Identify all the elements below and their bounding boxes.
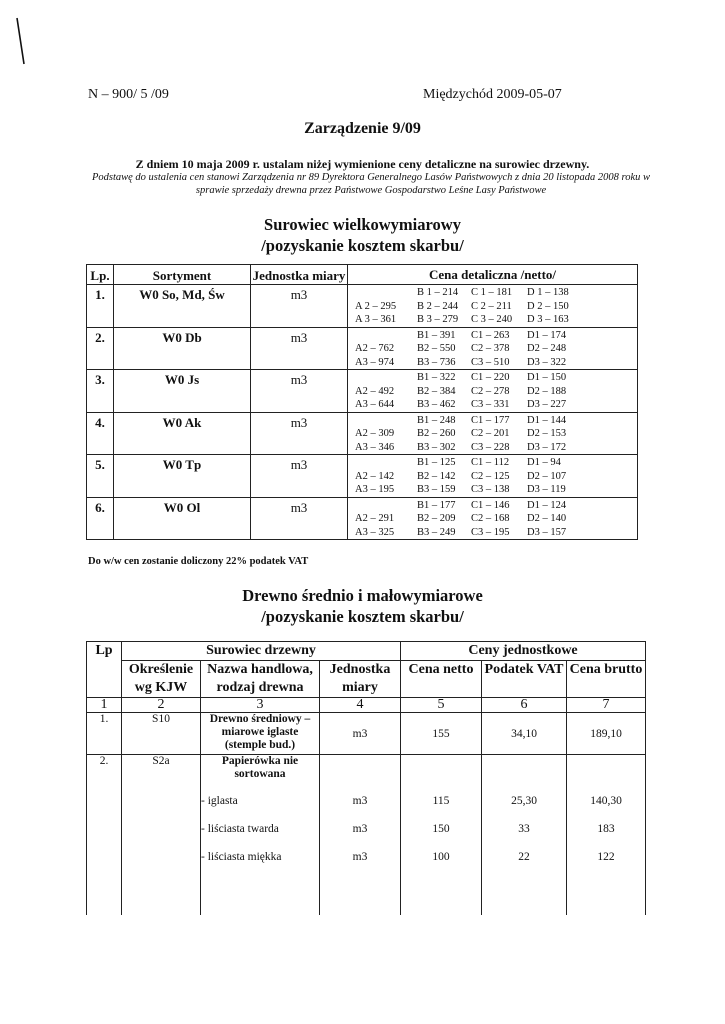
subitem-gross: 122 — [597, 851, 615, 863]
page-title: Zarządzenie 9/09 — [304, 120, 421, 137]
price-value: C2 – 125 — [471, 470, 510, 482]
subitem-unit: m3 — [352, 851, 368, 863]
price-value: A2 – 142 — [355, 470, 395, 482]
subitem-net: 150 — [432, 823, 450, 835]
row-net: 155 — [401, 713, 482, 755]
section-2-subtitle: /pozyskanie kosztem skarbu/ — [261, 607, 464, 626]
col-header-lp: Lp — [87, 642, 122, 698]
price-value: C3 – 228 — [471, 441, 510, 453]
price-grid — [355, 498, 637, 540]
col-header-name: Nazwa handlowa, rodzaj drewna — [201, 661, 320, 698]
price-value — [355, 456, 417, 470]
row-name: Papierówka nie sortowana — [221, 755, 299, 780]
column-number-row — [87, 698, 646, 713]
row-sortyment: W0 Ol — [114, 497, 251, 540]
legal-basis-text: Podstawę do ustalenia cen stanowi Zarządzenia nr 89 Dyrektora Generalnego Lasów Państwowych z dnia 20 listopada 2008 roku w sprawie sprzedaży drewna przez Państwowe Gospodarstwo Leśne Lasy Państwowe — [91, 172, 651, 196]
price-grid — [355, 455, 637, 497]
row-sortyment: W0 Tp — [114, 455, 251, 498]
price-value — [355, 329, 417, 343]
subitem-label: - iglasta — [201, 795, 238, 807]
row-unit: m3 — [251, 327, 348, 370]
col-header-vat: Podatek VAT — [482, 661, 567, 698]
price-value: A 3 – 361 — [355, 314, 397, 325]
row-sortyment: W0 Ak — [114, 412, 251, 455]
row-unit: m3 — [320, 713, 401, 755]
row-unit: m3 — [251, 285, 348, 328]
row-name-cell — [201, 713, 320, 755]
row-code: S10 — [122, 713, 201, 755]
table-row — [87, 455, 638, 498]
price-value: A2 – 309 — [355, 428, 395, 439]
price-value: B 2 – 244 — [417, 300, 459, 312]
price-value: C2 – 378 — [471, 343, 510, 354]
price-value: D3 – 227 — [527, 399, 567, 410]
row-lp: 2. — [87, 755, 122, 915]
price-grid — [355, 370, 637, 412]
subitem-gross: 183 — [597, 823, 615, 835]
price-value: A3 – 325 — [355, 526, 395, 538]
subitem-label: - liściasta miękka — [201, 851, 282, 863]
price-value: B2 – 550 — [417, 343, 456, 354]
price-value: C1 – 263 — [471, 329, 510, 341]
subitem-unit: m3 — [352, 795, 368, 807]
price-value: A2 – 291 — [355, 513, 395, 524]
subitem-gross: 140,30 — [590, 795, 622, 807]
row-prices — [348, 455, 638, 498]
price-grid — [355, 413, 637, 455]
col-header-code: Określenie wg KJW — [122, 661, 201, 698]
row-unit: m3 — [251, 497, 348, 540]
price-value — [355, 371, 417, 385]
table-row — [87, 412, 638, 455]
row-lp: 3. — [87, 370, 114, 413]
subitem-vat: 33 — [518, 823, 530, 835]
price-grid — [355, 328, 637, 370]
subitem-unit: m3 — [352, 823, 368, 835]
price-value: D2 – 107 — [527, 470, 567, 482]
price-value — [355, 286, 417, 300]
table-row — [87, 327, 638, 370]
small-timber-price-table — [86, 641, 646, 915]
row-prices — [348, 412, 638, 455]
table-row — [87, 370, 638, 413]
price-value: B2 – 384 — [417, 385, 456, 397]
row-name: Drewno średniowy – miarowe iglaste (stemple bud.) — [209, 713, 311, 751]
row-vat-cell — [482, 755, 567, 915]
section-2-title: Drewno średnio i małowymiarowe — [242, 586, 483, 605]
col-header-price: Cena detaliczna /netto/ — [348, 265, 638, 285]
row-gross: 189,10 — [567, 713, 646, 755]
row-lp: 1. — [87, 285, 114, 328]
price-value: C2 – 278 — [471, 385, 510, 397]
subitem-vat: 25,30 — [511, 795, 537, 807]
price-value: D 3 – 163 — [527, 314, 569, 325]
price-value: D2 – 140 — [527, 513, 567, 524]
row-net-cell — [401, 755, 482, 915]
price-value: C1 – 112 — [471, 457, 510, 468]
section-2-heading — [0, 585, 725, 627]
price-value: D2 – 188 — [527, 385, 567, 397]
row-sortyment: W0 Js — [114, 370, 251, 413]
place-and-date: Międzychód 2009-05-07 — [423, 87, 562, 102]
row-unit: m3 — [251, 370, 348, 413]
price-value: C 3 – 240 — [471, 314, 513, 325]
price-value: A3 – 644 — [355, 399, 395, 410]
price-value: B1 – 322 — [417, 372, 456, 383]
pen-stroke-mark — [14, 16, 28, 66]
price-value: B3 – 249 — [417, 526, 456, 538]
column-number: 3 — [201, 698, 320, 713]
row-code: S2a — [122, 755, 201, 915]
col-header-unit: Jednostka miary — [320, 661, 401, 698]
table-row — [87, 755, 646, 915]
price-value: B3 – 302 — [417, 441, 456, 453]
subitem-label: - liściasta twarda — [201, 823, 279, 835]
price-value: B2 – 209 — [417, 513, 456, 524]
intro-text: Z dniem 10 maja 2009 r. ustalam niżej wymienione ceny detaliczne na surowiec drzewny. — [135, 157, 590, 171]
price-value: C1 – 146 — [471, 499, 510, 511]
row-unit: m3 — [251, 412, 348, 455]
vat-note: Do w/w cen zostanie doliczony 22% podatek VAT — [88, 556, 309, 567]
subitem-net: 100 — [432, 851, 450, 863]
column-number: 1 — [87, 698, 122, 713]
price-table-body — [87, 285, 638, 540]
price-grid — [355, 285, 637, 327]
row-unit: m3 — [251, 455, 348, 498]
subitem-vat: 22 — [518, 851, 530, 863]
col-header-net: Cena netto — [401, 661, 482, 698]
document-reference: N – 900/ 5 /09 — [88, 87, 169, 102]
price-value: C1 – 177 — [471, 414, 510, 426]
column-number: 7 — [567, 698, 646, 713]
col-header-gross: Cena brutto — [567, 661, 646, 698]
price-value: C3 – 331 — [471, 399, 510, 410]
col-header-lp: Lp. — [87, 265, 114, 285]
price-value: C2 – 201 — [471, 428, 510, 439]
row-prices — [348, 327, 638, 370]
price-value: D2 – 153 — [527, 428, 567, 439]
price-value: B1 – 125 — [417, 457, 456, 468]
price-value: D3 – 157 — [527, 526, 567, 538]
price-value: D3 – 172 — [527, 441, 567, 453]
row-sortyment: W0 Db — [114, 327, 251, 370]
price-value: C3 – 195 — [471, 526, 510, 538]
price-value: D2 – 248 — [527, 343, 567, 354]
price-value: B3 – 462 — [417, 399, 456, 410]
price-value: A2 – 762 — [355, 343, 395, 354]
column-number: 5 — [401, 698, 482, 713]
row-prices — [348, 497, 638, 540]
price-value: B1 – 248 — [417, 414, 456, 426]
row-lp: 5. — [87, 455, 114, 498]
price-value: B3 – 159 — [417, 484, 456, 495]
col-group-ceny: Ceny jednostkowe — [401, 642, 646, 661]
large-timber-price-table — [86, 264, 638, 540]
price-value: C3 – 510 — [471, 356, 510, 368]
price-value: B3 – 736 — [417, 356, 456, 368]
row-gross-cell — [567, 755, 646, 915]
price-value: A3 – 195 — [355, 484, 395, 495]
price-value: B1 – 177 — [417, 499, 456, 511]
section-1-title: Surowiec wielkowymiarowy — [264, 215, 461, 234]
price-value: D1 – 94 — [527, 457, 561, 468]
row-lp: 1. — [87, 713, 122, 755]
price-value: D1 – 174 — [527, 329, 567, 341]
price-value: D1 – 150 — [527, 372, 567, 383]
price-value: D 1 – 138 — [527, 287, 569, 298]
col-header-unit: Jednostka miary — [251, 265, 348, 285]
subitem-net: 115 — [432, 795, 450, 807]
price-value: B1 – 391 — [417, 329, 456, 341]
row-name-cell — [201, 755, 320, 915]
price-value: D3 – 119 — [527, 484, 566, 495]
price-value: D1 – 124 — [527, 499, 567, 511]
price-value: C3 – 138 — [471, 484, 510, 495]
row-lp: 4. — [87, 412, 114, 455]
price-value: C 1 – 181 — [471, 287, 513, 298]
row-prices — [348, 370, 638, 413]
section-1-heading — [0, 214, 725, 256]
column-number: 6 — [482, 698, 567, 713]
price-value: D1 – 144 — [527, 414, 567, 426]
price-value: C 2 – 211 — [471, 300, 512, 312]
row-vat: 34,10 — [482, 713, 567, 755]
row-lp: 2. — [87, 327, 114, 370]
table-row — [87, 285, 638, 328]
row-unit-cell — [320, 755, 401, 915]
table-row — [87, 713, 646, 755]
price-value: D 2 – 150 — [527, 300, 569, 312]
col-group-surowiec: Surowiec drzewny — [122, 642, 401, 661]
price-value: A3 – 346 — [355, 441, 395, 453]
row-sortyment: W0 So, Md, Św — [114, 285, 251, 328]
price-value: C2 – 168 — [471, 513, 510, 524]
price-value — [355, 414, 417, 428]
price-value: B2 – 142 — [417, 470, 456, 482]
price-value: C1 – 220 — [471, 372, 510, 383]
price-value — [355, 499, 417, 513]
column-number: 4 — [320, 698, 401, 713]
col-header-sortyment: Sortyment — [114, 265, 251, 285]
section-1-subtitle: /pozyskanie kosztem skarbu/ — [261, 236, 464, 255]
price-value: D3 – 322 — [527, 356, 567, 368]
price-value: B2 – 260 — [417, 428, 456, 439]
price-value: A2 – 492 — [355, 385, 395, 397]
price-value: B 3 – 279 — [417, 314, 459, 325]
price-value: B 1 – 214 — [417, 287, 459, 298]
price-value: A 2 – 295 — [355, 300, 397, 312]
column-number: 2 — [122, 698, 201, 713]
row-lp: 6. — [87, 497, 114, 540]
row-prices — [348, 285, 638, 328]
table-row — [87, 497, 638, 540]
price-value: A3 – 974 — [355, 356, 395, 368]
